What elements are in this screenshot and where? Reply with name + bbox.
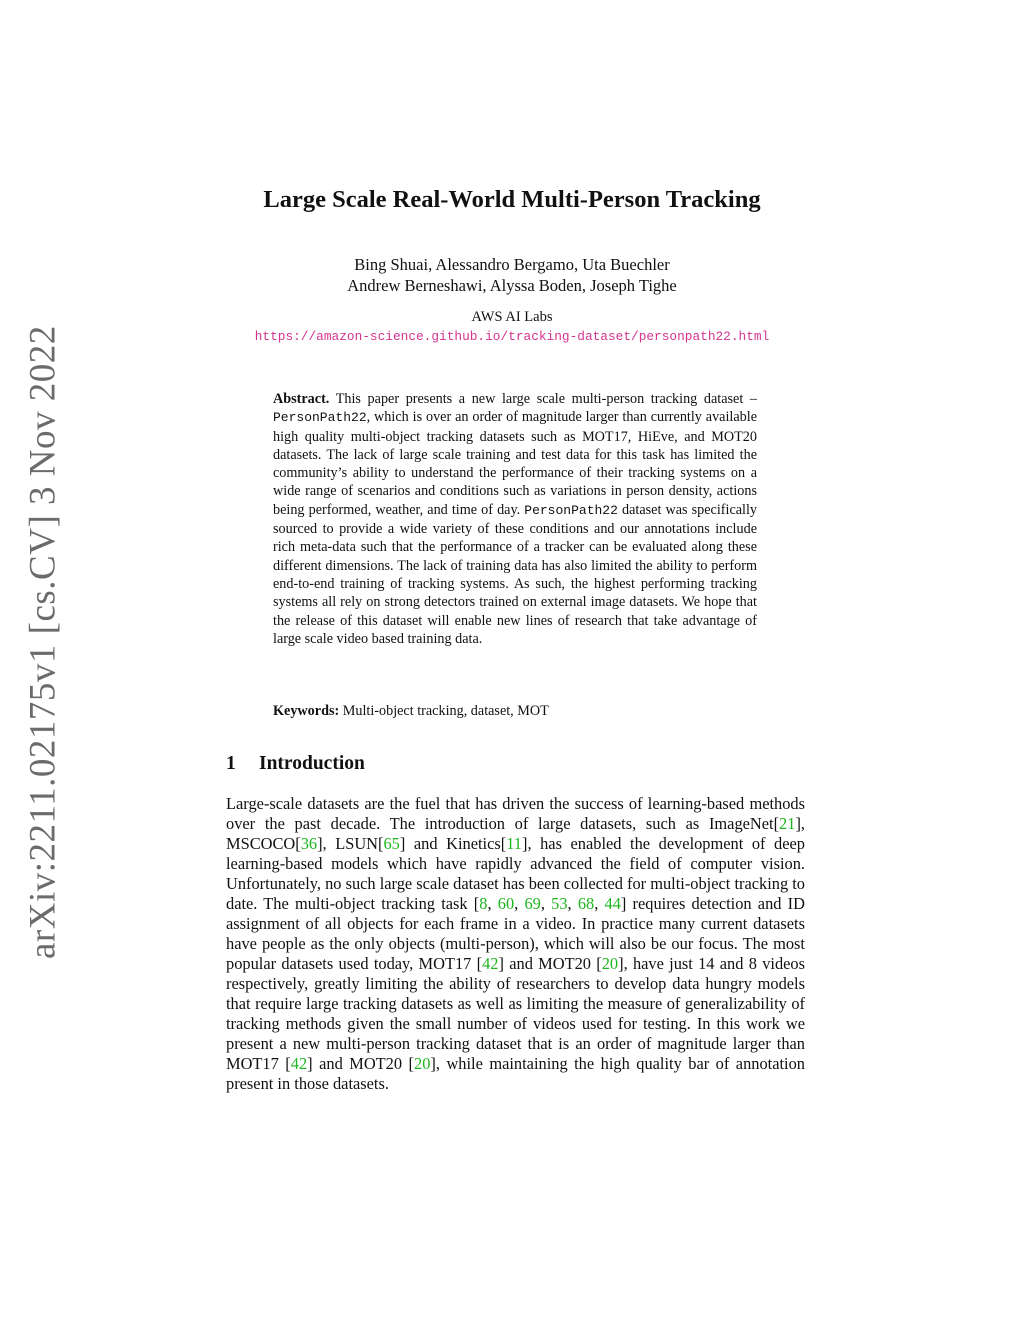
paper-title: Large Scale Real-World Multi-Person Tracking [263,186,761,213]
intro-text: ], MSCOCO[ [226,814,805,853]
intro-text: ], while maintaining the high quality bar of annotation present in those datasets. [226,1054,805,1093]
author-list [0,254,1024,296]
introduction-paragraph [226,794,805,1094]
project-url-link[interactable]: https://amazon-science.github.io/tracking-dataset/personpath22.html [254,329,770,344]
citation-link[interactable]: 69 [524,894,541,913]
intro-text: ] and MOT20 [ [498,954,602,973]
intro-text: ] and Kinetics[ [399,834,507,853]
abstract-text-1: This paper presents a new large scale multi-person tracking dataset – [335,391,758,407]
citation-link[interactable]: 53 [551,894,568,913]
intro-separator: , [594,894,605,913]
abstract-label: Abstract. [273,391,330,407]
section-number: 1 [226,753,236,774]
dataset-name-2: PersonPath22 [524,502,618,518]
citation-link[interactable]: 8 [479,894,488,913]
section-heading [226,753,365,775]
author-line-1: Bing Shuai, Alessandro Bergamo, Uta Buechler [354,255,670,274]
intro-text: ], has enabled the development of deep learning-based models which have rapidly advanced the field of computer vision. Unfortunately, no such large scale dataset has been collected for multi-object tracking to date. The multi-object tracking task [ [226,834,805,913]
abstract [273,390,757,648]
citation-link[interactable]: 44 [604,894,621,913]
intro-separator: , [487,894,498,913]
intro-separator: , [567,894,578,913]
dataset-name: PersonPath22 [273,410,367,426]
citation-link[interactable]: 68 [577,894,595,913]
citation-link[interactable]: 36 [300,834,318,853]
keywords [273,703,757,720]
abstract-text-3: dataset was specifically sourced to provide a wide variety of these conditions and our annotations include rich meta-data such that the performance of a tracker can be evaluated along these different dimensions. The lack of training data has also limited the ability to perform end-to-end training of tracking systems. As such, the highest performing tracking systems all rely on strong detectors trained on external image datasets. We hope that the release of this dataset will enable new lines of research that take advantage of large scale video based training data. [273,501,758,647]
author-line-2: Andrew Berneshawi, Alyssa Boden, Joseph Tighe [347,276,677,295]
intro-text: ] and MOT20 [ [307,1054,415,1073]
intro-text: Large-scale datasets are the fuel that has driven the success of learning-based methods over the past decade. The introduction of large datasets, such as ImageNet[ [226,794,805,833]
citation-link[interactable]: 65 [383,834,400,853]
abstract-text-2: , which is over an order of magnitude larger than currently available high quality multi-object tracking datasets such as MOT17, HiEve, and MOT20 datasets. The lack of large scale training and test data for this task has limited the community’s ability to understand the performance of their tracking systems on a wide range of scenarios and conditions such as variations in person density, actions being performed, weather, and time of day. [273,409,757,518]
section-title: Introduction [259,753,365,774]
keywords-text: Multi-object tracking, dataset, MOT [342,703,549,719]
citation-link[interactable]: 42 [290,1054,308,1073]
citation-link[interactable]: 60 [497,894,515,913]
citation-link[interactable]: 20 [414,1054,431,1073]
citation-link[interactable]: 20 [601,954,619,973]
intro-text: ], have just 14 and 8 videos respectively, greatly limiting the ability of researchers to develop data hungry models that require large tracking datasets as well as limiting the measure of generalizability of tracking methods given the small number of videos used for testing. In this work we present a new multi-person tracking dataset that is an order of magnitude larger than MOT17 [ [226,954,805,1073]
arxiv-identifier: arXiv:2211.02175v1 [cs.CV] 3 Nov 2022 [22,325,64,960]
affiliation: AWS AI Labs [471,309,553,325]
citation-link[interactable]: 11 [506,834,522,853]
intro-separator: , [540,894,552,913]
intro-text: ] requires detection and ID assignment of all objects for each frame in a video. In practice many current datasets have people as the only objects (multi-person), which will also be our focus. The most popular datasets used today, MOT17 [ [226,894,805,973]
intro-text: ], LSUN[ [317,834,384,853]
intro-separator: , [514,894,525,913]
citation-link[interactable]: 21 [779,814,796,833]
citation-link[interactable]: 42 [482,954,499,973]
keywords-label: Keywords: [273,703,340,719]
